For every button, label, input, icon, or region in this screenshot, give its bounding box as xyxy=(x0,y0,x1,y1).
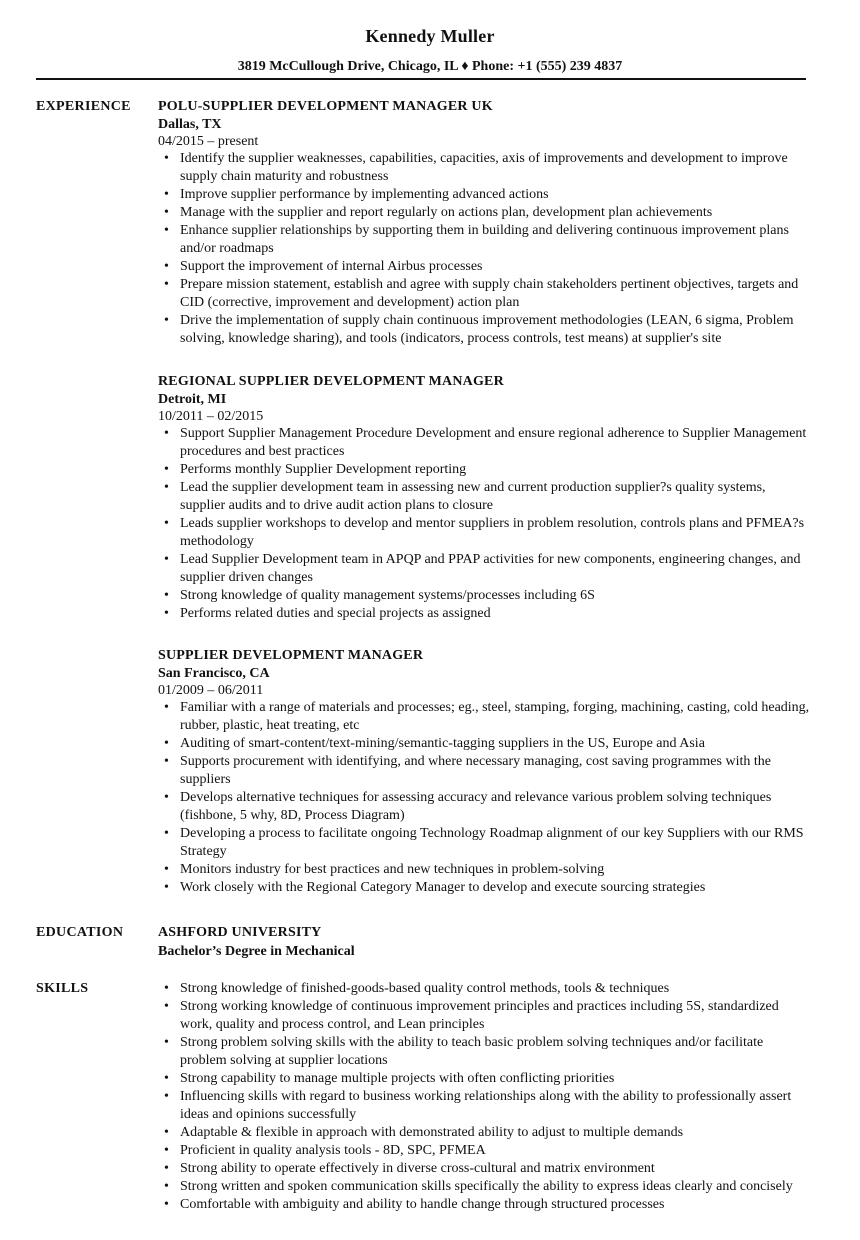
job-title: POLU-SUPPLIER DEVELOPMENT MANAGER UK xyxy=(158,99,493,114)
list-item: • Work closely with the Regional Category Manager to develop and execute sourcing strategies xyxy=(180,879,813,897)
job-bullets xyxy=(158,150,813,348)
list-item: • Identify the supplier weaknesses, capabilities, capacities, axis of improvements and development to improve supply chain maturity and robustness xyxy=(180,150,813,186)
job-bullets xyxy=(158,425,813,623)
list-item: • Auditing of smart-content/text-mining/semantic-tagging suppliers in the US, Europe and Asia xyxy=(180,735,813,753)
skills-list xyxy=(158,980,813,1214)
list-item: • Improve supplier performance by implementing advanced actions xyxy=(180,186,813,204)
list-item: • Strong ability to operate effectively in diverse cross-cultural and matrix environment xyxy=(180,1160,813,1178)
list-item: • Developing a process to facilitate ongoing Technology Roadmap alignment of our key Suppliers with our RMS Strategy xyxy=(180,825,813,861)
education-entry xyxy=(158,924,813,962)
job-dates: 04/2015 – present xyxy=(158,134,259,149)
job-dates: 01/2009 – 06/2011 xyxy=(158,683,264,698)
section-title-experience: EXPERIENCE xyxy=(36,99,131,114)
list-item: • Influencing skills with regard to business working relationships along with the ability to professionally assert ideas and opinions successfully xyxy=(180,1088,813,1124)
list-item: • Familiar with a range of materials and processes; eg., steel, stamping, forging, machining, casting, cold heading, rubber, plastic, heat treating, etc xyxy=(180,699,813,735)
list-item: • Monitors industry for best practices and new techniques in problem-solving xyxy=(180,861,813,879)
contact-line: 3819 McCullough Drive, Chicago, IL ♦ Phone: +1 (555) 239 4837 xyxy=(237,59,623,74)
job-entry xyxy=(158,373,813,623)
list-item: • Adaptable & flexible in approach with demonstrated ability to adjust to multiple demands xyxy=(180,1124,813,1142)
list-item: • Supports procurement with identifying, and where necessary managing, cost saving programmes with the suppliers xyxy=(180,753,813,789)
list-item: • Support the improvement of internal Airbus processes xyxy=(180,258,813,276)
job-dates: 10/2011 – 02/2015 xyxy=(158,409,264,424)
list-item: • Performs related duties and special projects as assigned xyxy=(180,605,813,623)
list-item: • Strong problem solving skills with the ability to teach basic problem solving techniques and/or facilitate problem solving at supplier locations xyxy=(180,1034,813,1070)
list-item: • Strong knowledge of quality management systems/processes including 6S xyxy=(180,587,813,605)
list-item: • Strong written and spoken communication skills specifically the ability to express ideas clearly and concisely xyxy=(180,1178,813,1196)
list-item: • Leads supplier workshops to develop and mentor suppliers in problem resolution, controls plans and PFMEA?s methodology xyxy=(180,515,813,551)
header-divider xyxy=(36,78,806,80)
job-title: REGIONAL SUPPLIER DEVELOPMENT MANAGER xyxy=(158,374,504,389)
skills-bullets xyxy=(158,980,813,1214)
list-item: • Proficient in quality analysis tools - 8D, SPC, PFMEA xyxy=(180,1142,813,1160)
list-item: • Develops alternative techniques for assessing accuracy and relevance various problem solving techniques (fishbone, 5 why, 8D, Process Diagram) xyxy=(180,789,813,825)
list-item: • Strong capability to manage multiple projects with often conflicting priorities xyxy=(180,1070,813,1088)
job-entry xyxy=(158,647,813,897)
list-item: • Support Supplier Management Procedure Development and ensure regional adherence to Supplier Management procedures and best practices xyxy=(180,425,813,461)
list-item: • Lead Supplier Development team in APQP and PPAP activities for new components, engineering changes, and supplier driven changes xyxy=(180,551,813,587)
list-item: • Enhance supplier relationships by supporting them in building and delivering continuous improvement plans and/or roadmaps xyxy=(180,222,813,258)
list-item: • Strong working knowledge of continuous improvement principles and practices including 5S, standardized work, quality and process control, and Lean principles xyxy=(180,998,813,1034)
school-name: ASHFORD UNIVERSITY xyxy=(158,925,322,940)
job-bullets xyxy=(158,699,813,897)
list-item: • Comfortable with ambiguity and ability to handle change through structured processes xyxy=(180,1196,813,1214)
list-item: • Lead the supplier development team in assessing new and current production supplier?s quality systems, supplier audits and to drive audit action plans to closure xyxy=(180,479,813,515)
list-item: • Prepare mission statement, establish and agree with supply chain stakeholders pertinent objectives, targets and CID (corrective, improvement and development) action plan xyxy=(180,276,813,312)
job-location: Detroit, MI xyxy=(158,392,227,407)
section-title-skills: SKILLS xyxy=(36,981,89,996)
list-item: • Drive the implementation of supply chain continuous improvement methodologies (LEAN, 6 sigma, Problem solving, knowledge sharing), and tools (indicators, process controls, test means) at supplier's site xyxy=(180,312,813,348)
degree: Bachelor’s Degree in Mechanical xyxy=(158,944,355,959)
section-title-education: EDUCATION xyxy=(36,925,124,940)
job-title: SUPPLIER DEVELOPMENT MANAGER xyxy=(158,648,424,663)
list-item: • Manage with the supplier and report regularly on actions plan, development plan achievements xyxy=(180,204,813,222)
job-location: Dallas, TX xyxy=(158,117,222,132)
list-item: • Performs monthly Supplier Development reporting xyxy=(180,461,813,479)
resume-name: Kennedy Muller xyxy=(365,26,495,46)
list-item: • Strong knowledge of finished-goods-based quality control methods, tools & techniques xyxy=(180,980,813,998)
job-entry xyxy=(158,98,813,348)
job-location: San Francisco, CA xyxy=(158,666,270,681)
